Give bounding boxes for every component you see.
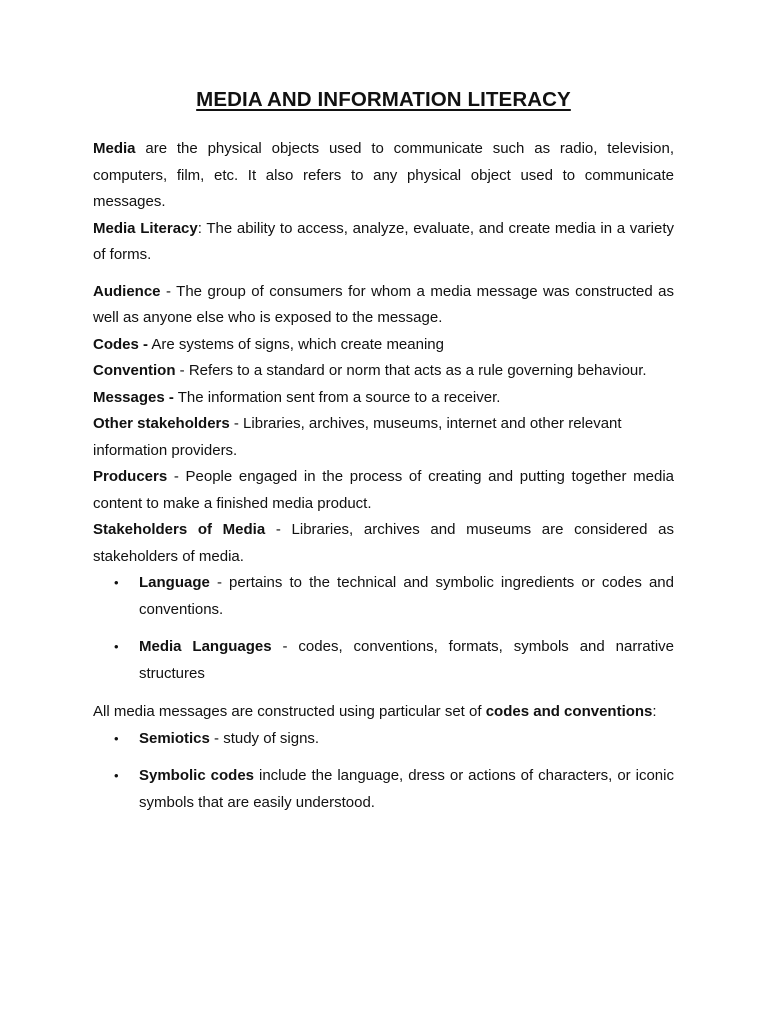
- bullet-term: Semiotics: [139, 729, 210, 747]
- bullet-icon: •: [114, 730, 119, 746]
- statement-lead: All media messages are constructed using particular set of: [93, 703, 486, 720]
- statement-tail: :: [652, 703, 657, 720]
- bullet-icon: •: [114, 639, 119, 654]
- language-bullet-list: [93, 570, 674, 687]
- term-media: Media: [93, 140, 136, 157]
- definition-stakeholders-of-media: [93, 517, 674, 570]
- bullet-term: Media Languages: [139, 638, 272, 655]
- bullet-icon: •: [114, 575, 119, 590]
- bullet-term: Symbolic codes: [139, 767, 255, 784]
- definition-other-stakeholders-text: - Libraries, archives, museums, internet and other relevant information providers.: [93, 415, 622, 459]
- definition-messages: [93, 385, 674, 412]
- term-audience: Audience: [93, 282, 161, 300]
- term-producers: Producers: [93, 468, 168, 485]
- term-media-literacy: Media Literacy: [93, 219, 198, 237]
- bullet-term: Language: [139, 574, 210, 591]
- definition-audience-text: - The group of consumers for whom a media message was constructed as well as anyone else who is exposed to the message.: [93, 282, 674, 326]
- term-convention: Convention: [93, 362, 176, 379]
- definition-producers-text: - People engaged in the process of creating and putting together media content to make a finished media product.: [93, 468, 674, 512]
- term-messages: Messages -: [93, 388, 174, 406]
- definition-convention-text: - Refers to a standard or norm that acts as a rule governing behaviour.: [175, 362, 647, 379]
- term-other-stakeholders: Other stakeholders: [93, 415, 230, 432]
- definition-other-stakeholders: [93, 411, 674, 464]
- term-stakeholders-of-media: Stakeholders of Media: [93, 521, 266, 538]
- bullet-icon: •: [114, 768, 119, 783]
- term-codes: Codes -: [93, 335, 149, 353]
- definition-media-literacy-text: : The ability to access, analyze, evaluate, and create media in a variety of forms.: [93, 219, 674, 263]
- list-item: [93, 570, 674, 623]
- definition-media-text: are the physical objects used to communicate such as radio, television, computers, film, etc. It also refers to any physical object used to communicate messages.: [93, 140, 674, 210]
- bullet-text: include the language, dress or actions of characters, or iconic symbols that are easily understood.: [139, 767, 674, 811]
- definition-media-literacy: [93, 216, 674, 269]
- codes-conventions-statement: [93, 699, 674, 726]
- definition-media: [93, 136, 674, 216]
- definition-producers: [93, 464, 674, 517]
- page-title: MEDIA AND INFORMATION LITERACY: [196, 88, 571, 111]
- list-item: [93, 763, 674, 816]
- bullet-text: - study of signs.: [209, 729, 320, 747]
- definition-codes-text: Are systems of signs, which create meaning: [148, 335, 444, 353]
- bullet-text: - codes, conventions, formats, symbols and narrative structures: [139, 638, 674, 682]
- definition-stakeholders-of-media-text: - Libraries, archives and museums are considered as stakeholders of media.: [93, 521, 674, 565]
- bullet-text: - pertains to the technical and symbolic ingredients or codes and conventions.: [139, 574, 674, 618]
- semiotics-bullet-list: [93, 726, 674, 817]
- definition-codes: [93, 332, 674, 359]
- list-item: [93, 634, 674, 687]
- definition-audience: [93, 279, 674, 332]
- definition-messages-text: The information sent from a source to a receiver.: [173, 388, 501, 406]
- statement-bold: codes and conventions: [485, 703, 653, 720]
- definition-convention: [93, 358, 674, 385]
- list-item: [93, 726, 674, 753]
